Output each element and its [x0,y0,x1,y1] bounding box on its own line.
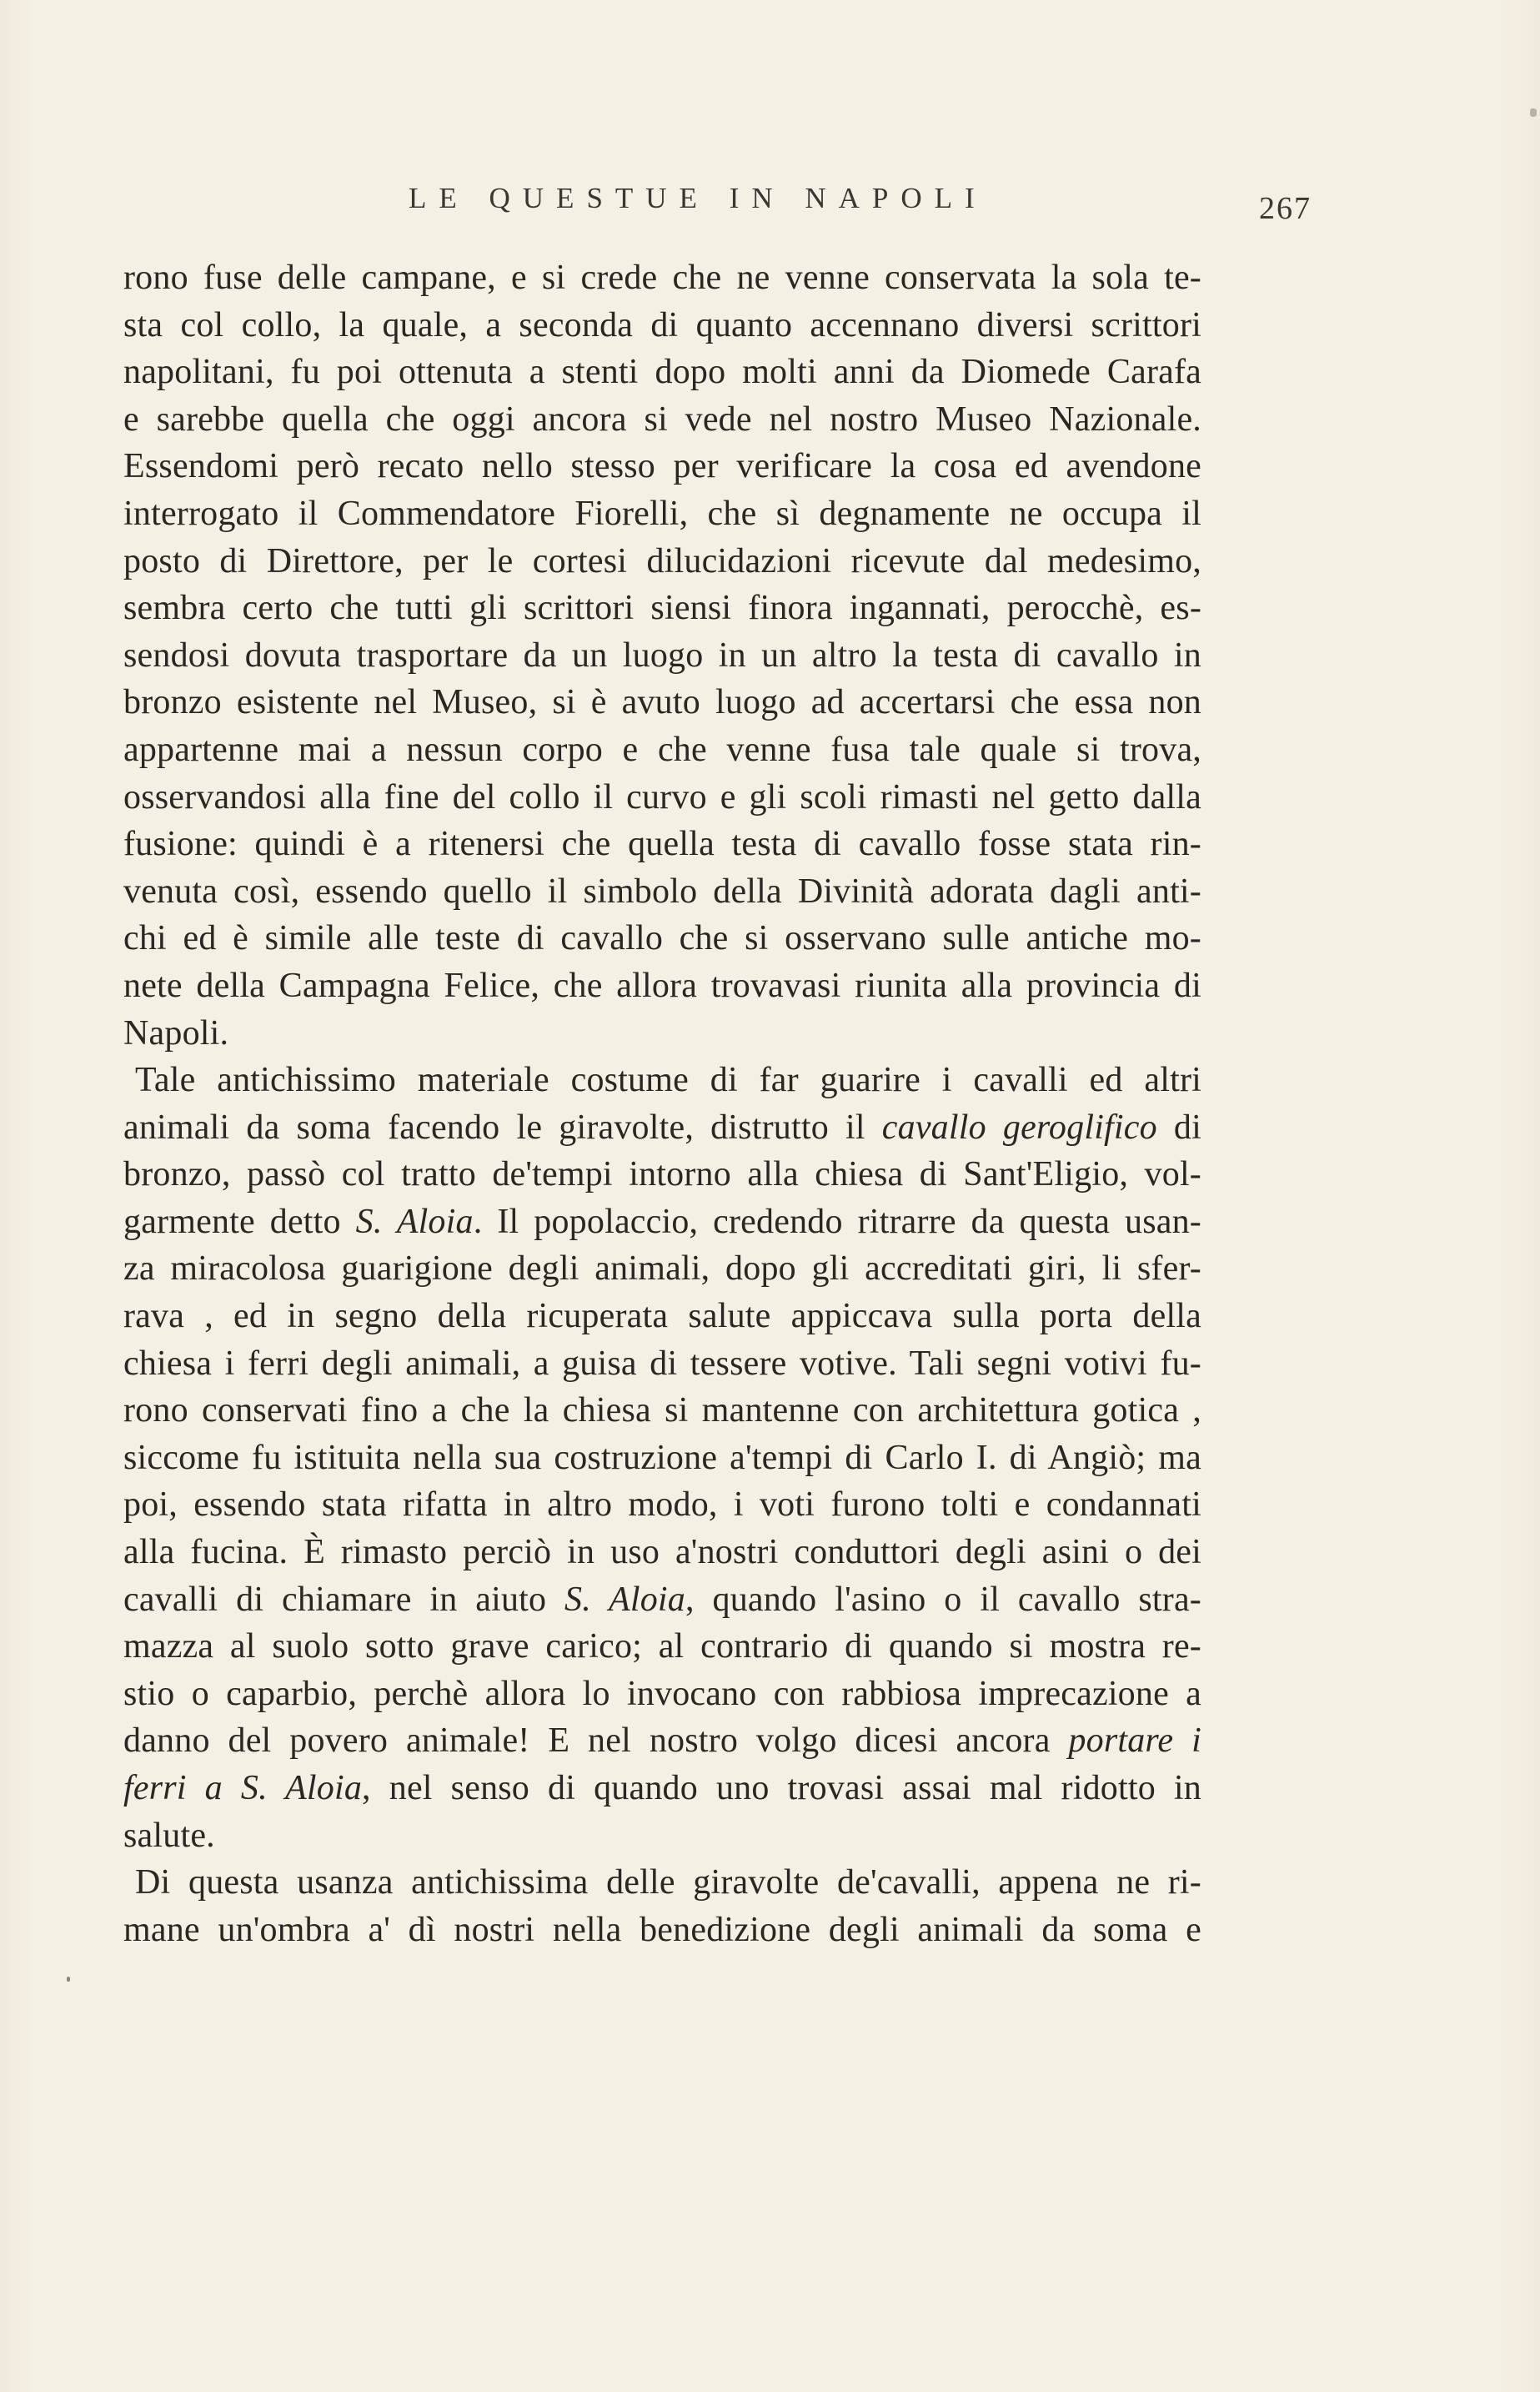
text-line [123,1717,1201,1765]
text-run: rono fuse delle campane, e si crede che ne venne conservata la sola te- [123,259,1201,297]
text-line [123,726,1201,774]
italic-phrase: S. Aloia [355,1202,474,1241]
text-run: sembra certo che tutti gli scrittori siensi finora ingannati, perocchè, es- [123,589,1201,628]
text-run: rono conservati fino a che la chiesa si mantenne con architettura gotica , [123,1391,1201,1430]
text-line [123,915,1201,962]
text-run: di [1156,1108,1201,1147]
text-run: nete della Campagna Felice, che allora trovavasi riunita alla provincia di [123,966,1201,1005]
text-run: , quando l'asino o il cavallo stra- [685,1580,1201,1619]
text-line [123,254,1201,302]
text-line [123,1387,1201,1435]
text-run: Tale antichissimo materiale costume di far guarire i cavalli ed altri [135,1061,1201,1100]
text-run: venuta così, essendo quello il simbolo della Divinità adorata dagli anti- [123,872,1201,911]
text-run: siccome fu istituita nella sua costruzione a'tempi di Carlo I. di Angiò; ma [123,1438,1201,1477]
text-run: bronzo esistente nel Museo, si è avuto luogo ad accertarsi che essa non [123,683,1201,722]
text-line [123,868,1201,916]
text-run: fusione: quindi è a ritenersi che quella testa di cavallo fosse stata rin- [123,825,1201,864]
text-run: garmente detto [123,1202,356,1241]
paper-speck [1530,108,1537,117]
text-run: mane un'ombra a' dì nostri nella benedizione degli animali da soma e [123,1910,1201,1949]
text-line [123,1907,1201,1954]
text-line [123,1481,1201,1529]
text-run: chiesa i ferri degli animali, a guisa di tessere votive. Tali segni votivi fu- [123,1344,1201,1383]
text-line [123,1576,1201,1624]
text-line [123,1104,1201,1152]
text-line [123,585,1201,632]
text-run: osservandosi alla fine del collo il curvo e gli scoli rimasti nel getto dalla [123,777,1201,817]
text-line [123,1199,1201,1246]
italic-phrase: cavallo geroglifico [881,1108,1157,1147]
text-line [123,1245,1201,1293]
text-line [123,443,1201,490]
text-run: stio o caparbio, perchè allora lo invocano con rabbiosa imprecazione a [123,1674,1201,1713]
italic-phrase: portare i [1068,1721,1201,1761]
text-line [123,821,1201,868]
text-run: sta col collo, la quale, a seconda di quanto accennano diversi scrittori [123,305,1201,344]
text-line [123,1671,1201,1718]
text-run: Napoli. [123,1013,229,1053]
text-run: . Il popolaccio, credendo ritrarre da questa usan- [473,1202,1201,1241]
text-line [123,490,1201,538]
text-line [123,1529,1201,1576]
text-run: Di questa usanza antichissima delle giravolte de'cavalli, appena ne ri- [135,1863,1201,1902]
text-run: rava , ed in segno della ricuperata salute appiccava sulla porta della [123,1297,1201,1336]
text-line [123,632,1201,680]
text-run: chi ed è simile alle teste di cavallo che si osservano sulle antiche mo- [123,919,1201,958]
text-line [123,302,1201,349]
text-run: appartenne mai a nessun corpo e che venne fusa tale quale si trova, [123,730,1201,769]
paper-speck [67,1977,70,1982]
text-run: mazza al suolo sotto grave carico; al contrario di quando si mostra re- [123,1627,1201,1666]
text-line [123,1151,1201,1199]
text-run: salute. [123,1816,215,1855]
text-line [123,774,1201,822]
text-line [123,1293,1201,1340]
text-line [123,962,1201,1010]
text-line [123,538,1201,585]
body-text [123,254,1201,1953]
text-run: , nel senso di quando uno trovasi assai mal ridotto in [362,1769,1201,1807]
text-run: bronzo, passò col tratto de'tempi intorno alla chiesa di Sant'Eligio, vol- [123,1155,1201,1194]
text-line [123,1057,1201,1104]
text-line [123,349,1201,396]
text-run: Essendomi però recato nello stesso per verificare la cosa ed avendone [123,447,1201,486]
text-run: e sarebbe quella che oggi ancora si vede nel nostro Museo Nazionale. [123,400,1201,439]
text-line [123,1765,1201,1812]
text-line [123,1010,1201,1058]
text-run: posto di Direttore, per le cortesi dilucidazioni ricevute dal medesimo, [123,541,1201,580]
text-line [123,1859,1201,1907]
text-run: alla fucina. È rimasto perciò in uso a'nostri conduttori degli asini o dei [123,1533,1201,1572]
text-run: animali da soma facendo le giravolte, distrutto il [123,1108,882,1147]
running-title: LE QUESTUE IN NAPOLI [409,182,987,214]
text-run: interrogato il Commendatore Fiorelli, che sì degnamente ne occupa il [123,494,1201,533]
text-run: poi, essendo stata rifatta in altro modo, i voti furono tolti e condannati [123,1485,1201,1525]
text-line [123,679,1201,726]
page-number: 267 [1259,191,1312,226]
text-line [123,1812,1201,1860]
text-line [123,1340,1201,1388]
text-line [123,1435,1201,1482]
italic-phrase: S. Aloia [564,1580,686,1619]
text-run: danno del povero animale! E nel nostro volgo dicesi ancora [123,1721,1069,1761]
text-line [123,1623,1201,1671]
text-run: cavalli di chiamare in aiuto [123,1580,565,1619]
text-run: napolitani, fu poi ottenuta a stenti dopo molti anni da Diomede Carafa [123,353,1201,392]
italic-phrase: ferri a S. Aloia [123,1769,363,1807]
text-run: za miracolosa guarigione degli animali, dopo gli accreditati giri, li sfer- [123,1249,1201,1289]
text-run: sendosi dovuta trasportare da un luogo in un altro la testa di cavallo in [123,636,1201,675]
text-line [123,396,1201,444]
